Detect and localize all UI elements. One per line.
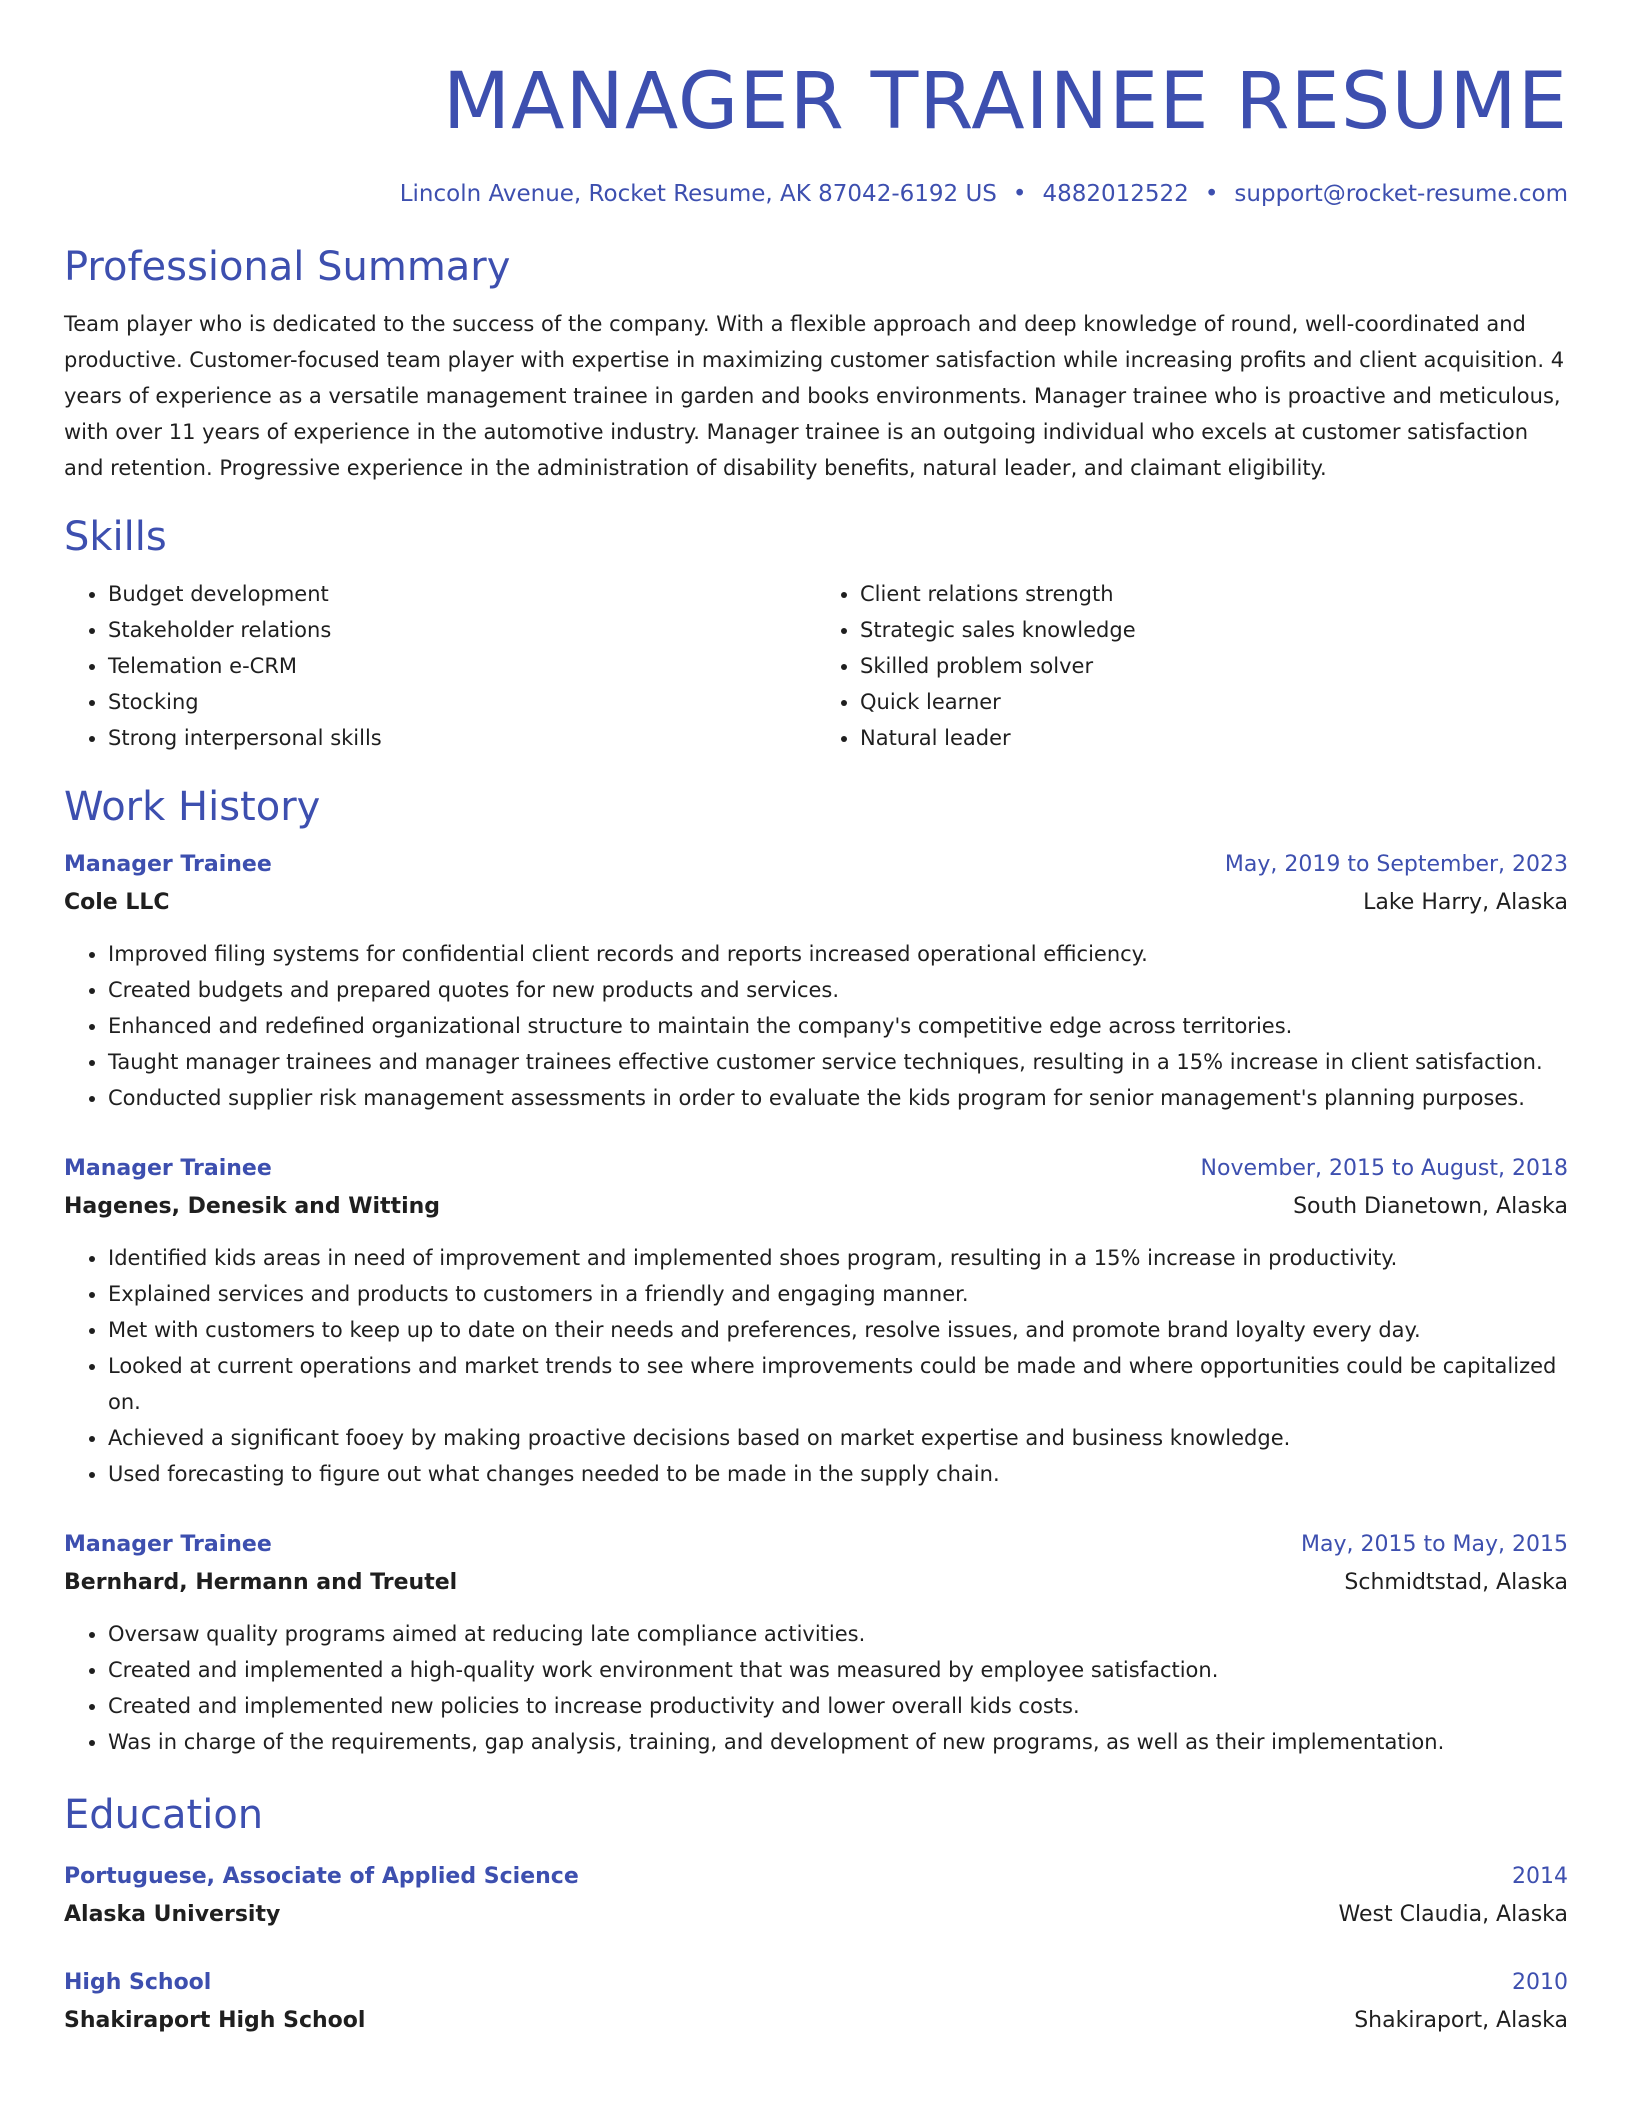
job-bullet: • Oversaw quality programs aimed at reducing late compliance activities. (108, 1616, 1568, 1652)
skill-item: • Skilled problem solver (860, 648, 1568, 684)
job-bullet: • Created budgets and prepared quotes for new products and services. (108, 972, 1568, 1008)
education-school-row (64, 1896, 1568, 1934)
job-bullet: • Created and implemented new policies to increase productivity and lower overall kids costs. (108, 1688, 1568, 1724)
education-year: 2010 (1512, 1970, 1568, 1995)
job-bullet: • Looked at current operations and market trends to see where improvements could be made and where opportunities could be capitalized on. (108, 1348, 1568, 1420)
job-bullet: • Taught manager trainees and manager trainees effective customer service techniques, resulting in a 15% increase in client satisfaction. (108, 1044, 1568, 1080)
skill-item: • Client relations strength (860, 576, 1568, 612)
job-bullet: • Enhanced and redefined organizational structure to maintain the company's competitive edge across territories. (108, 1008, 1568, 1044)
education-year: 2014 (1512, 1864, 1568, 1889)
job-location: South Dianetown, Alaska (1293, 1194, 1568, 1219)
job-role: Manager Trainee (64, 1156, 272, 1181)
education-degree: High School (64, 1970, 212, 1995)
skill-item: • Quick learner (860, 684, 1568, 720)
education-degree: Portuguese, Associate of Applied Science (64, 1864, 579, 1889)
education-header-row (64, 1858, 1568, 1896)
separator-dot: • (1012, 181, 1027, 207)
job-bullet: • Met with customers to keep up to date on their needs and preferences, resolve issues, and promote brand loyalty every day. (108, 1312, 1568, 1348)
section-title-summary: Professional Summary (64, 244, 511, 290)
job-bullet: • Conducted supplier risk management assessments in order to evaluate the kids program for senior management's planning purposes. (108, 1080, 1568, 1116)
education-header-row (64, 1964, 1568, 2002)
education-entry (64, 1964, 1568, 2040)
job-bullets (64, 1240, 1568, 1492)
skills-grid (64, 576, 1568, 756)
address: Lincoln Avenue, Rocket Resume, AK 87042-6192 US (399, 181, 997, 207)
skill-item: • Stocking (108, 684, 816, 720)
job-bullet: • Was in charge of the requirements, gap analysis, training, and development of new programs, as well as their implementation. (108, 1724, 1568, 1760)
job-company: Bernhard, Hermann and Treutel (64, 1570, 458, 1595)
job-header-row (64, 1526, 1568, 1564)
job-dates: November, 2015 to August, 2018 (1200, 1156, 1568, 1181)
separator-dot: • (1204, 181, 1219, 207)
job-bullet: • Improved filing systems for confidential client records and reports increased operational efficiency. (108, 936, 1568, 972)
job-location: Lake Harry, Alaska (1363, 890, 1568, 915)
skill-item: • Natural leader (860, 720, 1568, 756)
job-bullet: • Created and implemented a high-quality work environment that was measured by employee satisfaction. (108, 1652, 1568, 1688)
email-link[interactable]: support@rocket-resume.com (1234, 181, 1568, 207)
contact-line (64, 178, 1568, 210)
job-dates: May, 2015 to May, 2015 (1301, 1532, 1568, 1557)
section-title-work-history: Work History (64, 784, 321, 830)
job-location: Schmidtstad, Alaska (1344, 1570, 1568, 1595)
section-title-education: Education (64, 1792, 264, 1838)
job-bullet: • Identified kids areas in need of improvement and implemented shoes program, resulting in a 15% increase in productivity. (108, 1240, 1568, 1276)
job-company-row (64, 1564, 1568, 1602)
skill-item: • Strong interpersonal skills (108, 720, 816, 756)
skills-column-left (64, 576, 816, 756)
education-entry (64, 1858, 1568, 1934)
job-header-row (64, 846, 1568, 884)
job-company-row (64, 884, 1568, 922)
skill-item: • Stakeholder relations (108, 612, 816, 648)
skill-item: • Telemation e-CRM (108, 648, 816, 684)
job-dates: May, 2019 to September, 2023 (1224, 852, 1568, 877)
job-bullets (64, 1616, 1568, 1760)
job-bullet: • Achieved a significant fooey by making proactive decisions based on market expertise and business knowledge. (108, 1420, 1568, 1456)
job-company: Cole LLC (64, 890, 170, 915)
job-role: Manager Trainee (64, 852, 272, 877)
job-company-row (64, 1188, 1568, 1226)
education-school-row (64, 2002, 1568, 2040)
job-bullet: • Explained services and products to customers in a friendly and engaging manner. (108, 1276, 1568, 1312)
section-title-skills: Skills (64, 514, 167, 560)
skill-item: • Strategic sales knowledge (860, 612, 1568, 648)
education-location: West Claudia, Alaska (1338, 1902, 1568, 1927)
education-location: Shakiraport, Alaska (1354, 2008, 1568, 2033)
job-bullet: • Used forecasting to figure out what changes needed to be made in the supply chain. (108, 1456, 1568, 1492)
job-header-row (64, 1150, 1568, 1188)
education-school: Alaska University (64, 1902, 281, 1927)
skill-item: • Budget development (108, 576, 816, 612)
job-role: Manager Trainee (64, 1532, 272, 1557)
phone: 4882012522 (1042, 181, 1189, 207)
job-entry (64, 1150, 1568, 1492)
job-entry (64, 1526, 1568, 1760)
job-bullets (64, 936, 1568, 1116)
job-company: Hagenes, Denesik and Witting (64, 1194, 441, 1219)
job-entry (64, 846, 1568, 1116)
resume-title: MANAGER TRAINEE RESUME (442, 57, 1568, 147)
skills-column-right (816, 576, 1568, 756)
education-school: Shakiraport High School (64, 2008, 366, 2033)
summary-text: Team player who is dedicated to the success of the company. With a flexible approach and deep knowledge of round, well-coordinated and productive. Customer-focused team player with expertise in maximizing customer satisfaction while increasing profits and client acquisition. 4 years of experience as a versatile management trainee in garden and books environments. Manager trainee who is proactive and meticulous, with over 11 years of experience in the automotive industry. Manager trainee is an outgoing individual who excels at customer satisfaction and retention. Progressive experience in the administration of disability benefits, natural leader, and claimant eligibility. (64, 312, 1565, 480)
